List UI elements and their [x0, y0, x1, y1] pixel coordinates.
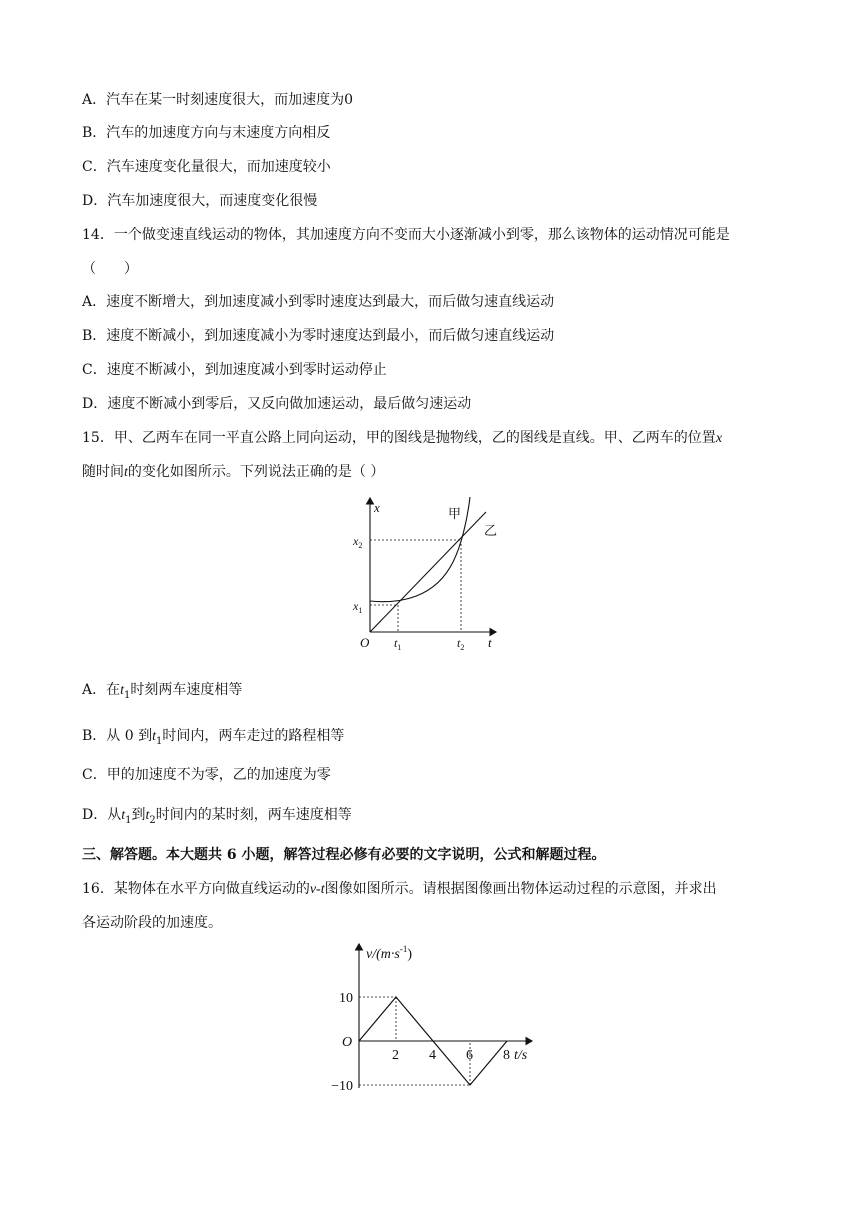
q15-stem-text: 随时间	[82, 464, 124, 480]
q14-option-b: B．速度不断减小，到加速度减小为零时速度达到最小，而后做匀速直线运动	[82, 328, 555, 344]
q15-tick-x1: $x_1$	[353, 599, 363, 615]
q16-y-axis-label: $v/(m\cdot s^{-1})$	[366, 944, 412, 962]
q16-stem-text: 图像如图所示。请根据图像画出物体运动过程的示意图，并求出	[324, 881, 717, 897]
q15-option-a-text: A．在	[82, 682, 121, 698]
q15-y-axis-label: x	[374, 500, 380, 515]
section-heading: 三、解答题。本大题共 6 小题，解答过程必修有必要的文字说明，公式和解题过程。	[82, 847, 606, 863]
q15-option-b-sub: 1	[156, 735, 163, 747]
q15-tick-t2: $t_2$	[457, 636, 465, 652]
q13-option-c: C．汽车速度变化量很大，而加速度较小	[82, 159, 331, 175]
q16-y-tick-label: 10	[339, 991, 353, 1006]
q15-option-b-text: B．从 0 到	[82, 728, 153, 744]
q15-option-a	[82, 680, 242, 706]
q15-option-d	[82, 805, 352, 831]
q14-option-d: D．速度不断减小到零后，又反向做加速运动，最后做匀速运动	[82, 396, 472, 412]
q16-origin-label: O	[342, 1035, 353, 1050]
q15-option-d-var1: t	[121, 808, 126, 823]
q16-x-tick-label: 6	[466, 1048, 473, 1063]
q15-label-yi: 乙	[484, 523, 498, 538]
q15-option-b-text: 时间内，两车走过的路程相等	[162, 728, 345, 744]
q15-option-d-text: 时间内的某时刻，两车速度相等	[155, 807, 352, 823]
q15-option-b	[82, 726, 344, 752]
q15-tick-t1: $t_1$	[394, 636, 402, 652]
q14-stem-line1: 14．一个做变速直线运动的物体，其加速度方向不变而大小逐渐减小到零，那么该物体的运动情况可能是	[82, 227, 730, 243]
q15-line-yi	[370, 512, 486, 632]
q16-stem-text: 16．某物体在水平方向做直线运动的	[82, 881, 310, 897]
q16-stem-line1	[82, 879, 717, 900]
q15-stem-line1	[82, 428, 722, 449]
q16-x-tick-label: 4	[429, 1048, 436, 1063]
q15-stem-var-x: x	[715, 431, 723, 446]
q15-option-a-sub: 1	[124, 689, 131, 701]
q15-stem-text: 15．甲、乙两车在同一平直公路上同向运动，甲的图线是抛物线，乙的图线是直线。甲、乙两车的位置	[82, 430, 716, 446]
q16-stem-var: v-t	[309, 882, 325, 897]
q15-option-d-var2: t	[145, 808, 150, 823]
q13-option-d: D．汽车加速度很大，而速度变化很慢	[82, 193, 318, 209]
q14-stem-line2: （ ）	[82, 261, 138, 277]
q15-x-axis-label: t	[488, 635, 492, 650]
q14-option-c: C．速度不断减小，到加速度减小到零时运动停止	[82, 362, 387, 378]
q16-x-axis-label: t/s	[514, 1048, 528, 1063]
q15-stem-text: 的变化如图所示。下列说法正确的是（ ）	[127, 464, 385, 480]
q15-xt-figure	[350, 492, 510, 657]
q13-option-a: A．汽车在某一时刻速度很大，而加速度为0	[82, 92, 354, 108]
q15-stem-var-t: t	[124, 465, 128, 480]
q15-option-a-text: 时刻两车速度相等	[130, 682, 243, 698]
q16-vt-chart	[320, 938, 550, 1098]
q15-tick-x2: $x_2$	[353, 534, 363, 550]
q15-label-jia: 甲	[448, 506, 462, 521]
q14-option-a: A．速度不断增大，到加速度减小到零时速度达到最大，而后做匀速直线运动	[82, 294, 555, 310]
q15-option-d-text: 到	[131, 807, 146, 823]
q15-origin-label: O	[360, 635, 370, 650]
q15-option-d-text: D．从	[82, 807, 122, 823]
q15-option-d-sub1: 1	[125, 814, 132, 826]
q16-y-tick-label: −10	[331, 1079, 353, 1094]
q16-x-tick-label: 2	[392, 1048, 399, 1063]
q13-option-b: B．汽车的加速度方向与末速度方向相反	[82, 125, 331, 141]
q15-option-d-sub2: 2	[149, 814, 156, 826]
q16-stem-line2: 各运动阶段的加速度。	[82, 915, 222, 931]
q15-stem-line2	[82, 462, 384, 483]
q15-option-b-var: t	[152, 729, 156, 744]
q15-option-a-var: t	[120, 683, 125, 698]
q16-x-tick-label: 8	[503, 1048, 510, 1063]
q15-option-c: C．甲的加速度不为零，乙的加速度为零	[82, 767, 331, 783]
